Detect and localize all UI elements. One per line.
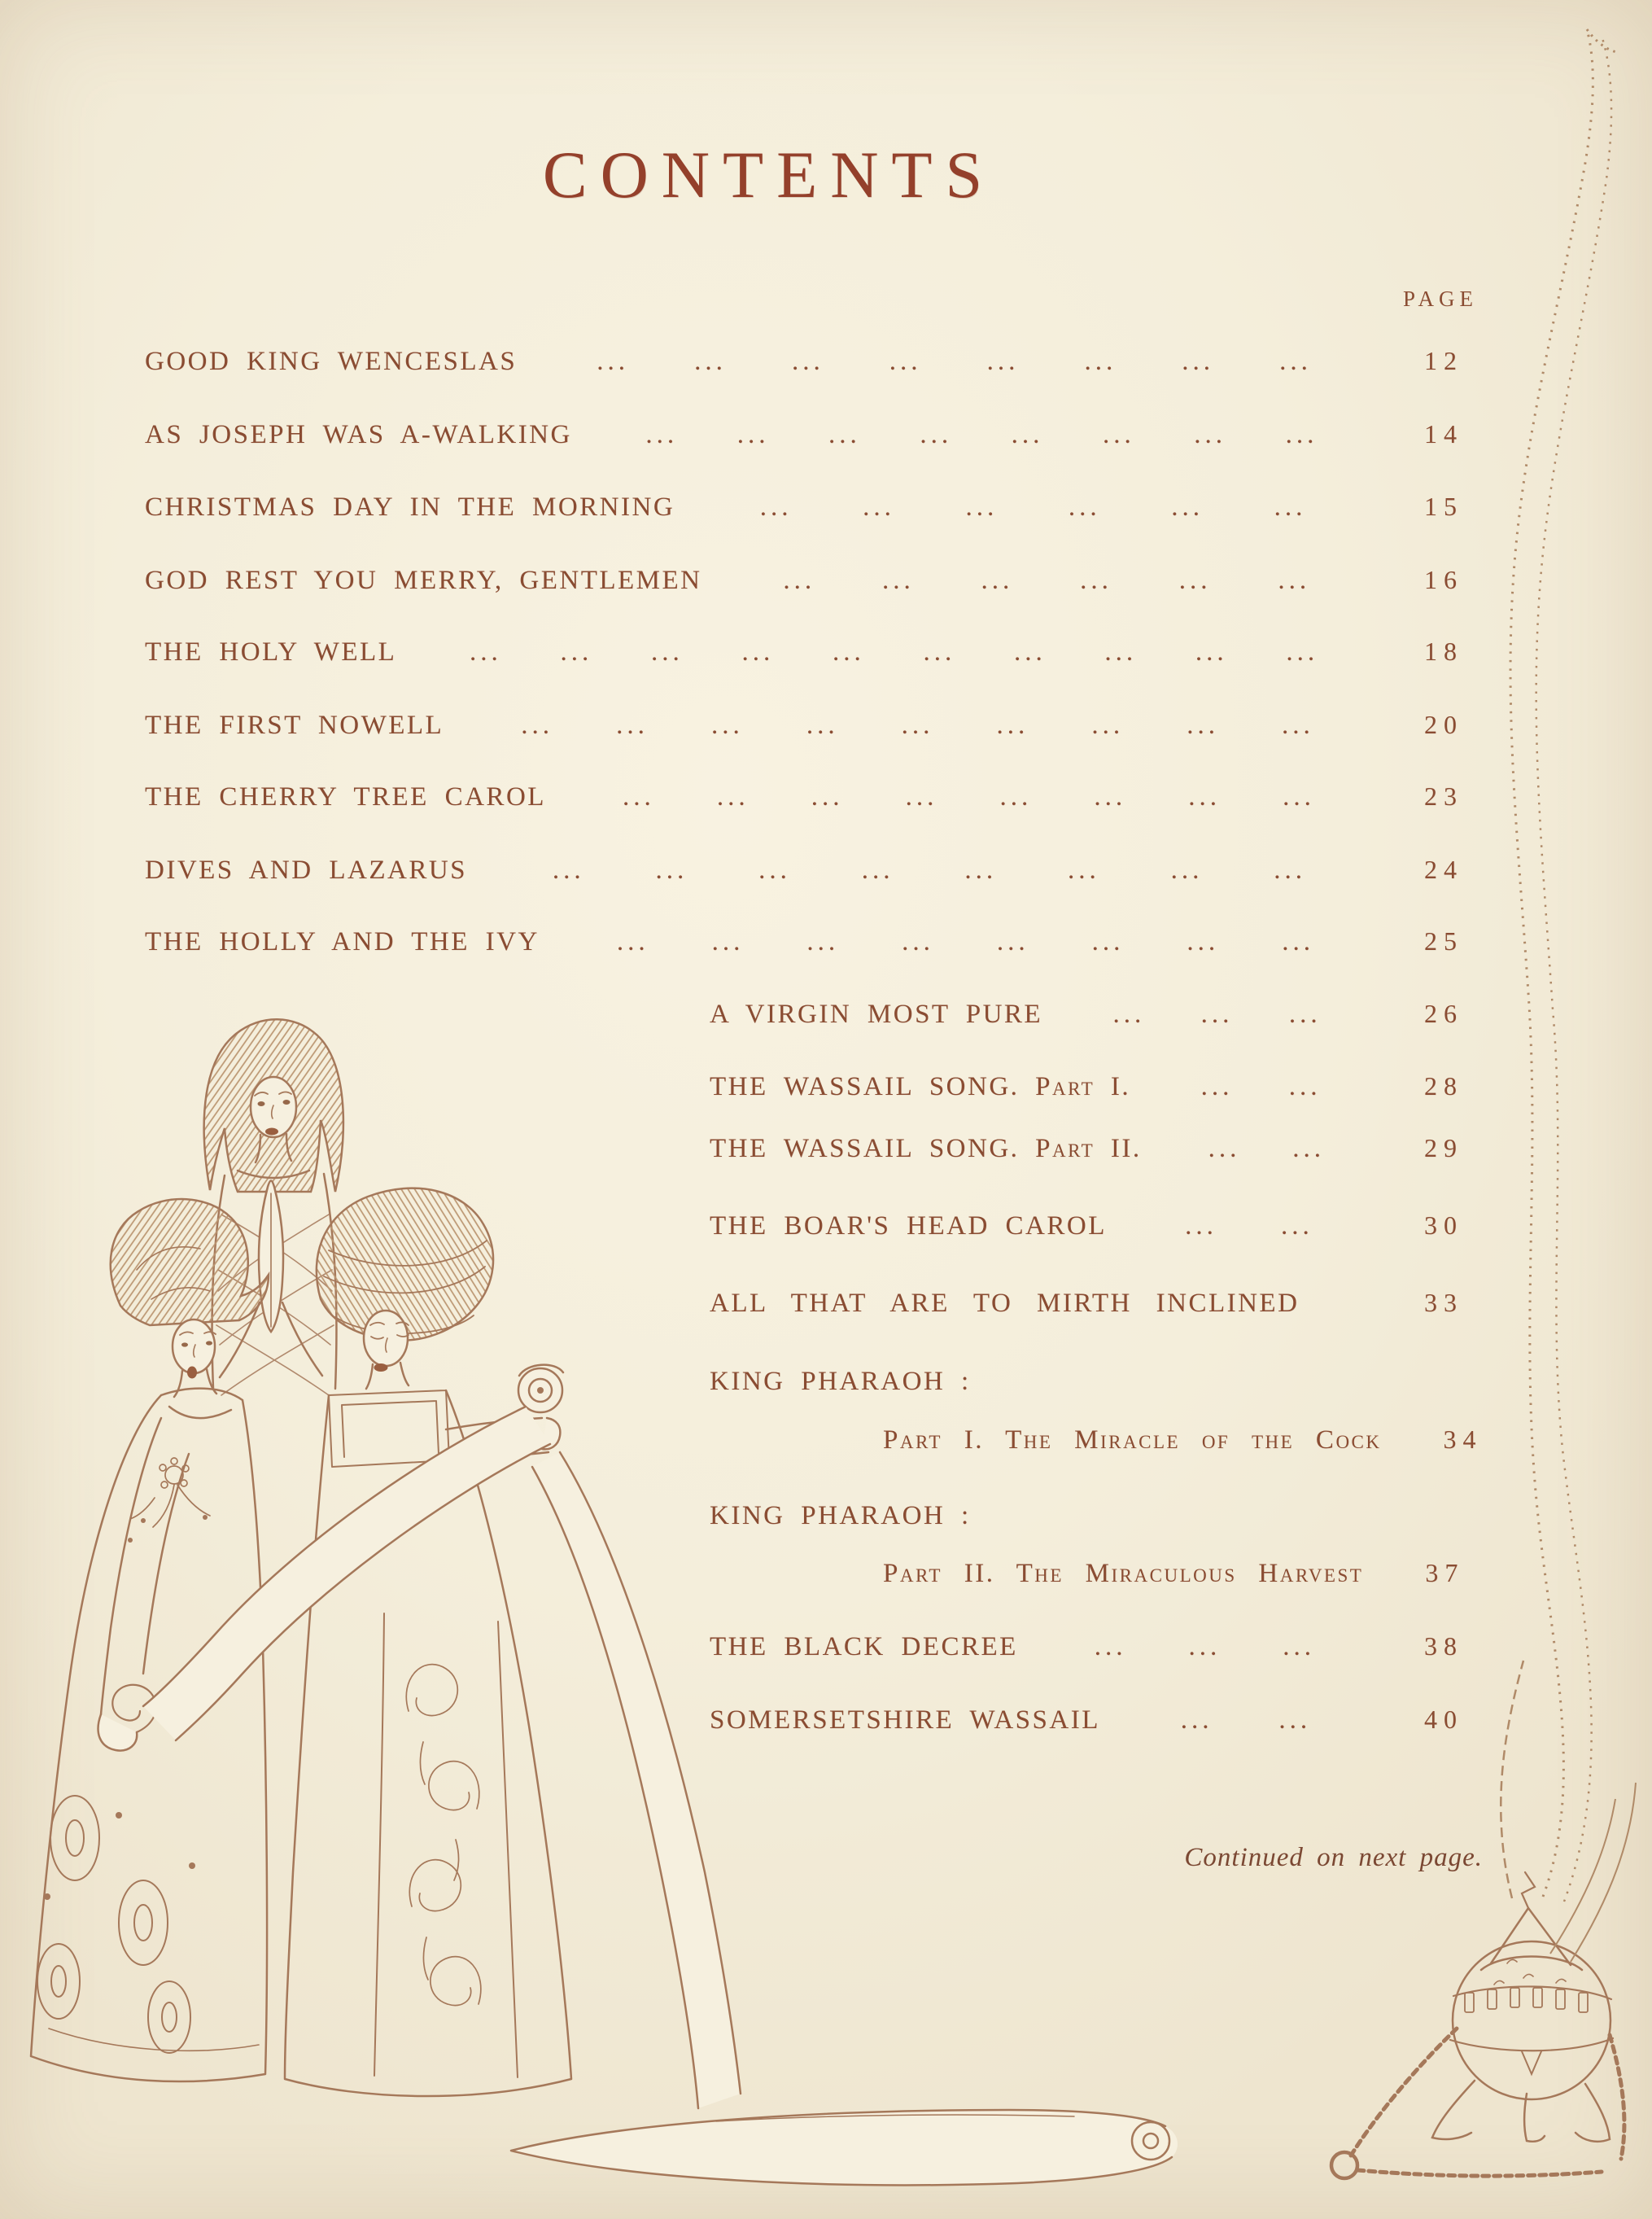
toc-entry-row [883, 1421, 1483, 1457]
dot-leader: ... ... [1208, 1134, 1326, 1163]
page-title: CONTENTS [542, 138, 996, 212]
dot-leader: ... ... ... ... ... ... ... ... [645, 420, 1318, 449]
entry-page-number: 33 [1424, 1288, 1463, 1317]
page-column-label: PAGE [1402, 287, 1479, 311]
entry-title: THE FIRST NOWELL [145, 711, 444, 740]
entry-page-number: 15 [1424, 492, 1463, 521]
toc-heading-row [710, 1498, 1457, 1534]
entry-page-number: 12 [1424, 346, 1463, 375]
entry-page-number: 24 [1424, 855, 1463, 884]
entry-page-number: 34 [1443, 1425, 1483, 1454]
dot-leader: ... ... ... ... ... ... ... ... ... [521, 711, 1314, 740]
entry-page-number: 23 [1424, 781, 1463, 811]
toc-entry-row [710, 1285, 1463, 1320]
entry-page-number: 16 [1424, 565, 1463, 594]
entry-title: THE HOLY WELL [145, 637, 397, 667]
entry-title: CHRISTMAS DAY IN THE MORNING [145, 492, 675, 522]
entry-title: DIVES AND LAZARUS [145, 856, 468, 885]
toc-entry-row [145, 488, 1463, 524]
toc-entry-row [710, 1207, 1463, 1243]
toc-entry-row [710, 1701, 1463, 1737]
toc-entry-row [145, 633, 1463, 669]
toc-entry-row [710, 1130, 1463, 1166]
entry-title: THE BLACK DECREE [710, 1632, 1018, 1661]
dot-leader: ... ... ... ... ... ... ... ... [552, 856, 1307, 885]
dot-leader: ... ... [1200, 1072, 1322, 1101]
toc-heading-row [710, 1363, 1457, 1399]
entry-title: THE WASSAIL SONG. Part I. [710, 1072, 1131, 1101]
entry-title: A VIRGIN MOST PURE [710, 1000, 1043, 1029]
entry-title: KING PHARAOH : [710, 1367, 971, 1396]
dot-leader: ... ... ... ... ... ... ... ... [623, 782, 1315, 812]
entry-title: GOD REST YOU MERRY, GENTLEMEN [145, 566, 702, 595]
toc-entry-row [145, 778, 1463, 814]
entry-title: Part I. The Miracle of the Cock [883, 1425, 1382, 1455]
entry-title: GOOD KING WENCESLAS [145, 347, 518, 376]
entry-title: THE CHERRY TREE CAROL [145, 782, 546, 812]
entry-page-number: 29 [1424, 1133, 1463, 1162]
entry-page-number: 26 [1424, 999, 1463, 1028]
entry-title: ALL THAT ARE TO MIRTH INCLINED [710, 1289, 1300, 1318]
dot-leader: ... ... ... ... ... ... ... ... [616, 927, 1314, 956]
dot-leader: ... ... ... ... ... ... [759, 492, 1307, 522]
toc-entry-row [145, 923, 1463, 959]
entry-page-number: 28 [1424, 1071, 1463, 1101]
entry-page-number: 30 [1424, 1210, 1463, 1240]
dot-leader: ... ... ... ... ... ... ... ... ... ... [470, 637, 1319, 667]
toc-entry-row [883, 1555, 1465, 1591]
toc-entry-row [145, 851, 1463, 887]
toc-entry-row [145, 343, 1463, 379]
entry-title: SOMERSETSHIRE WASSAIL [710, 1705, 1100, 1735]
dot-leader: ... ... ... ... ... ... ... ... [597, 347, 1312, 376]
entry-title: THE WASSAIL SONG. Part II. [710, 1134, 1142, 1163]
toc-entry-row [145, 416, 1463, 452]
entry-page-number: 20 [1424, 710, 1463, 739]
toc-entry-row [145, 707, 1463, 742]
dot-leader: ... ... ... [1112, 1000, 1322, 1029]
entry-title: AS JOSEPH WAS A-WALKING [145, 420, 572, 449]
toc-entry-row [710, 1628, 1463, 1664]
dot-leader: ... ... ... ... ... ... [783, 566, 1311, 595]
entry-title: THE BOAR'S HEAD CAROL [710, 1211, 1107, 1241]
entry-page-number: 25 [1424, 926, 1463, 956]
entry-page-number: 38 [1424, 1631, 1463, 1661]
entry-page-number: 40 [1424, 1705, 1463, 1734]
dot-leader: ... ... ... [1094, 1632, 1315, 1661]
continued-note: Continued on next page. [1184, 1843, 1483, 1872]
dot-leader: ... ... [1185, 1211, 1313, 1241]
entry-page-number: 18 [1424, 637, 1463, 666]
entry-title: Part II. The Miraculous Harvest [883, 1559, 1364, 1588]
toc-entry-row [710, 996, 1463, 1031]
toc-entry-row [710, 1068, 1463, 1104]
entry-page-number: 14 [1424, 419, 1463, 449]
entry-title: THE HOLLY AND THE IVY [145, 927, 540, 956]
toc-entry-row [145, 562, 1463, 597]
dot-leader: ... ... [1180, 1705, 1312, 1735]
entry-title: KING PHARAOH : [710, 1501, 971, 1530]
entry-page-number: 37 [1425, 1558, 1465, 1587]
